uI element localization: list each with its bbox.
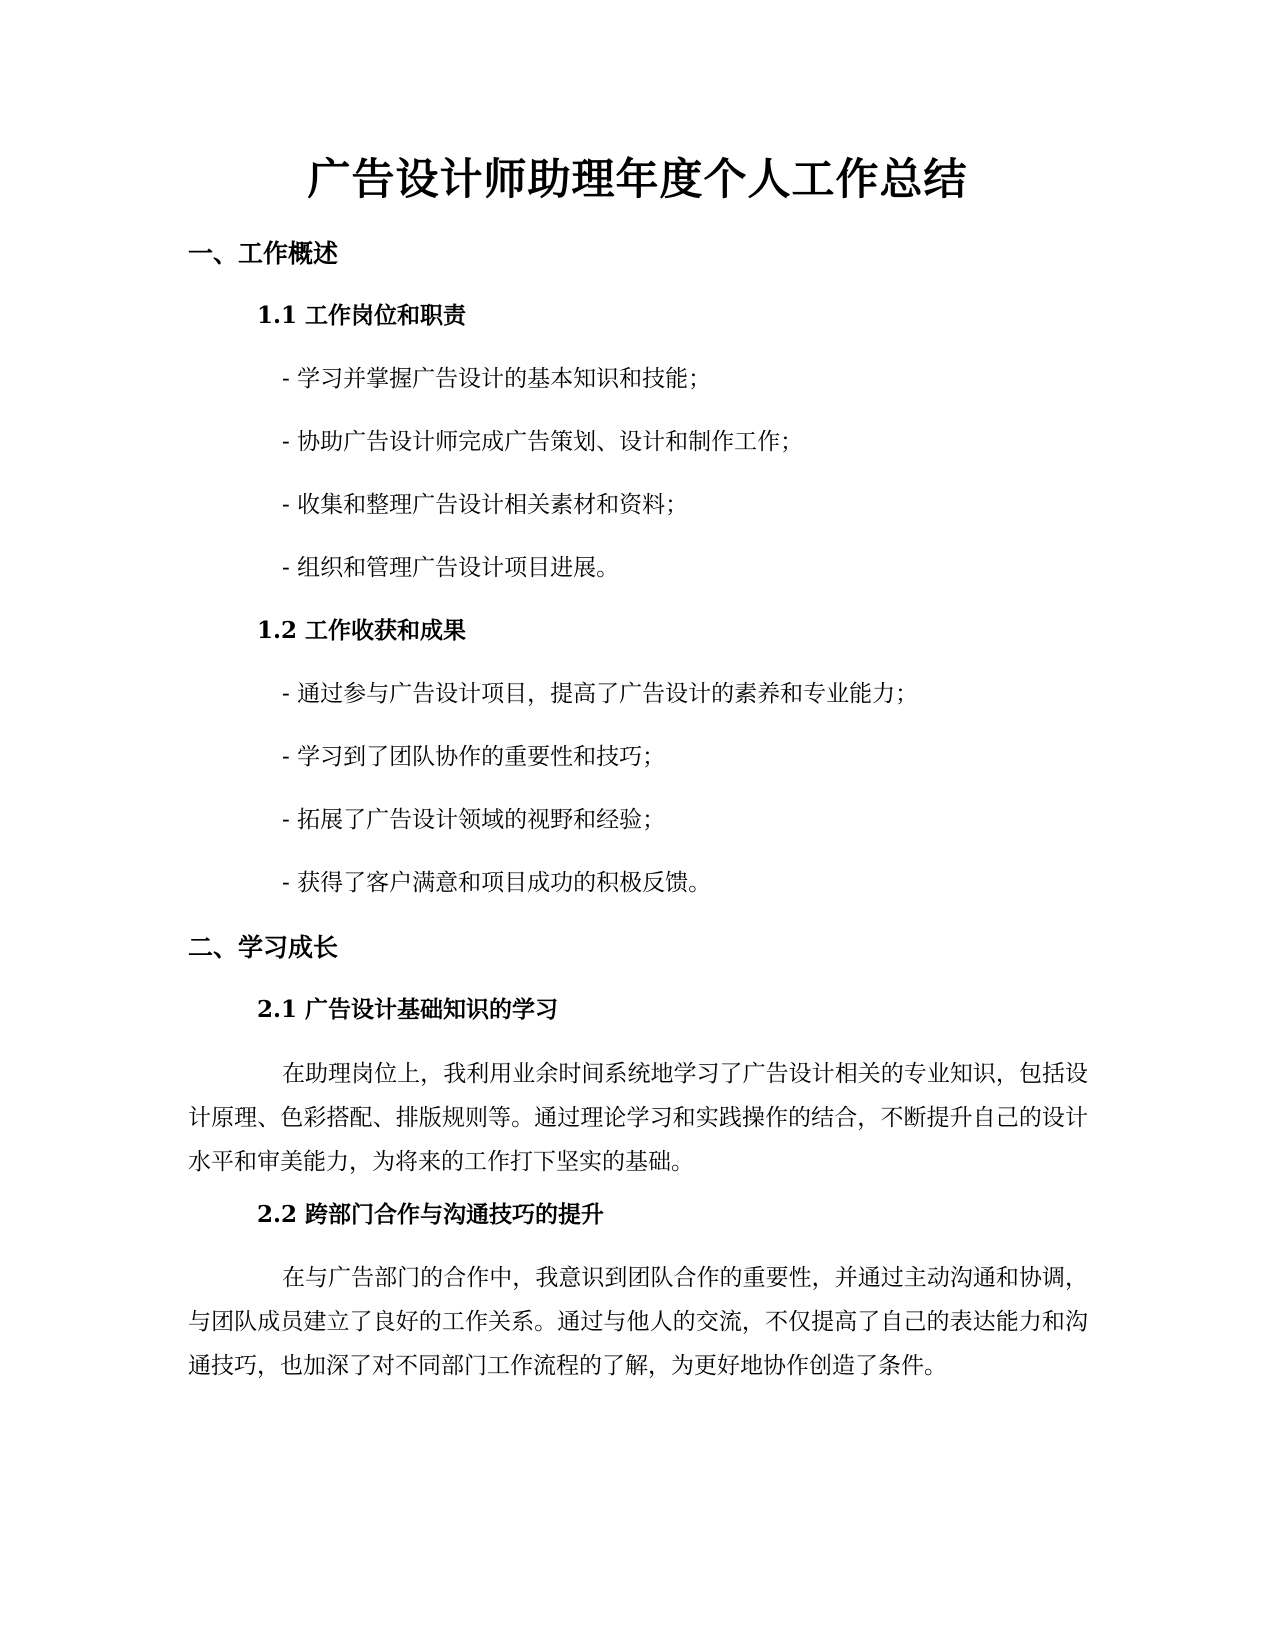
bullet-item: - 协助广告设计师完成广告策划、设计和制作工作；	[282, 429, 804, 455]
body-paragraph: 在助理岗位上，我利用业余时间系统地学习了广告设计相关的专业知识，包括设计原理、色彩搭配、排版规则等。通过理论学习和实践操作的结合，不断提升自己的设计水平和审美能力，为将来的工作打下坚实的基础。	[188, 1061, 1088, 1175]
bullet-item: - 收集和整理广告设计相关素材和资料；	[282, 492, 689, 518]
bullet-item: - 学习到了团队协作的重要性和技巧；	[282, 744, 666, 770]
body-paragraph: 在与广告部门的合作中，我意识到团队合作的重要性，并通过主动沟通和协调，与团队成员建立了良好的工作关系。通过与他人的交流，不仅提高了自己的表达能力和沟通技巧，也加深了对不同部门工作流程的了解，为更好地协作创造了条件。	[188, 1265, 1088, 1379]
subsection-heading-1-2: 1.2 工作收获和成果	[257, 617, 467, 644]
section-heading-1: 一、工作概述	[188, 239, 339, 268]
subsection-heading-1-1: 1.1 工作岗位和职责	[257, 302, 467, 329]
document-title: 广告设计师助理年度个人工作总结	[307, 155, 968, 205]
bullet-item: - 获得了客户满意和项目成功的积极反馈。	[282, 870, 712, 896]
bullet-item: - 拓展了广告设计领域的视野和经验；	[282, 807, 666, 833]
bullet-item: - 通过参与广告设计项目，提高了广告设计的素养和专业能力；	[282, 681, 919, 707]
bullet-item: - 学习并掌握广告设计的基本知识和技能；	[282, 366, 712, 392]
bullet-item: - 组织和管理广告设计项目进展。	[282, 555, 620, 581]
subsection-heading-2-2: 2.2 跨部门合作与沟通技巧的提升	[257, 1201, 605, 1228]
section-heading-2: 二、学习成长	[188, 933, 339, 962]
subsection-heading-2-1: 2.1 广告设计基础知识的学习	[257, 996, 559, 1023]
